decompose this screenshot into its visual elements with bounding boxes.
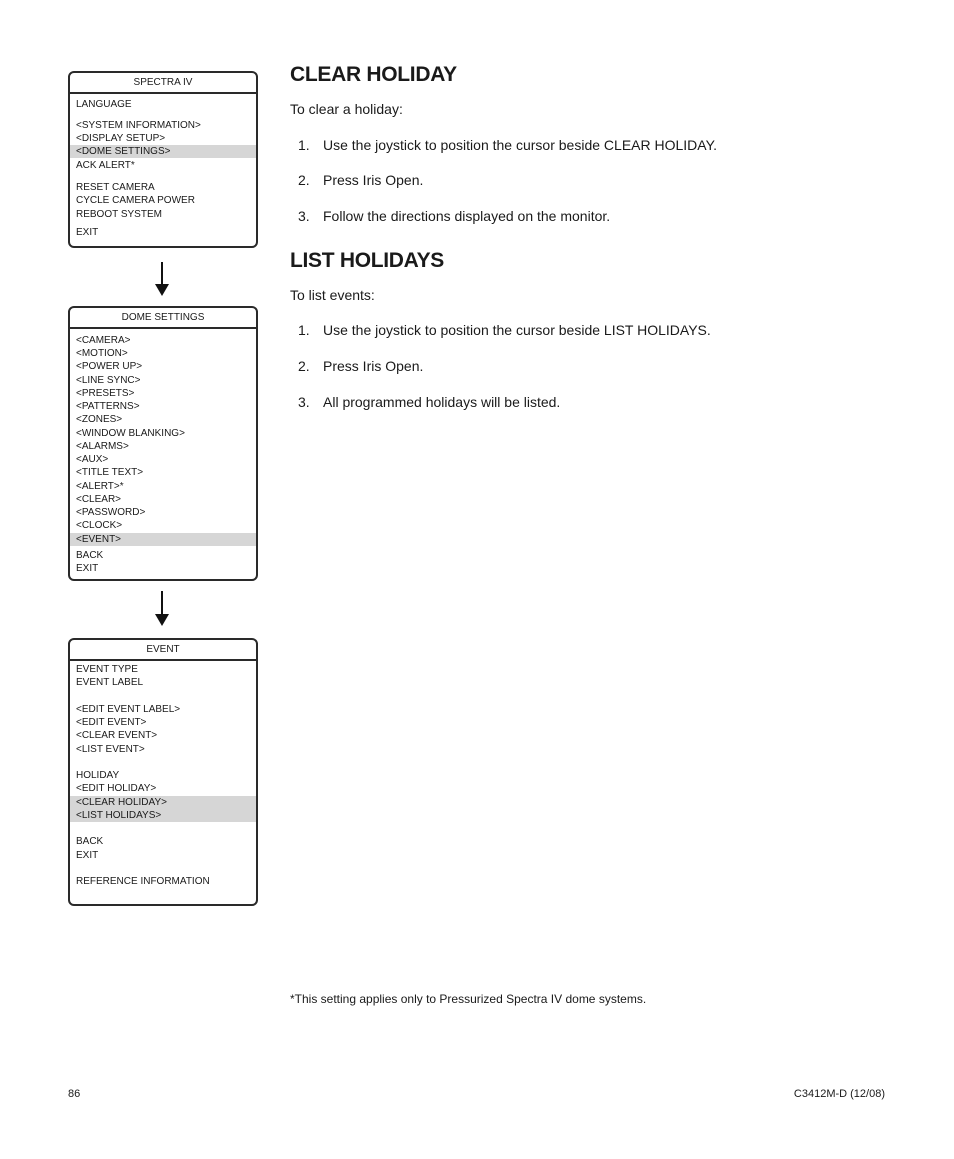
down-arrow-icon — [155, 262, 169, 296]
page-number: 86 — [68, 1088, 81, 1100]
event-menu — [68, 638, 258, 906]
menu-item-event-type: EVENT TYPE — [76, 664, 138, 675]
menu-item-clock: <CLOCK> — [76, 520, 123, 531]
menu-item-power-up: <POWER UP> — [76, 361, 143, 372]
menu-item-back: BACK — [76, 550, 104, 561]
section-heading-list-holidays: LIST HOLIDAYS — [290, 249, 445, 272]
menu-item-list-event: <LIST EVENT> — [76, 744, 145, 755]
step-item — [298, 357, 423, 375]
menu-item-language: LANGUAGE — [76, 99, 132, 110]
menu-item-camera: <CAMERA> — [76, 335, 131, 346]
menu-item-exit: EXIT — [76, 227, 99, 238]
menu-item-back: BACK — [76, 836, 104, 847]
menu-item-line-sync: <LINE SYNC> — [76, 375, 141, 386]
menu-item-holiday: HOLIDAY — [76, 770, 120, 781]
menu-item-password: <PASSWORD> — [76, 507, 146, 518]
step-text: Use the joystick to position the cursor beside LIST HOLIDAYS. — [323, 322, 711, 338]
menu-item-clear: <CLEAR> — [76, 494, 122, 505]
menu-item-edit-event: <EDIT EVENT> — [76, 717, 147, 728]
step-number: 1. — [298, 137, 310, 153]
spectra-menu — [68, 71, 258, 248]
menu-item-reboot-system: REBOOT SYSTEM — [76, 209, 162, 220]
menu-item-edit-event-label: <EDIT EVENT LABEL> — [76, 704, 181, 715]
menu-item-window-blanking: <WINDOW BLANKING> — [76, 428, 185, 439]
menu-item-system-information: <SYSTEM INFORMATION> — [76, 120, 201, 131]
menu-item-event-label: EVENT LABEL — [76, 677, 144, 688]
menu-item-ack-alert: ACK ALERT* — [76, 160, 135, 171]
event-menu-title: EVENT — [70, 640, 256, 661]
step-number: 2. — [298, 358, 310, 374]
menu-item-cycle-camera-power: CYCLE CAMERA POWER — [76, 195, 195, 206]
section-heading-clear-holiday: CLEAR HOLIDAY — [290, 63, 457, 86]
menu-item-exit: EXIT — [76, 563, 99, 574]
menu-item-clear-event: <CLEAR EVENT> — [76, 730, 158, 741]
menu-item-title-text: <TITLE TEXT> — [76, 467, 144, 478]
step-item — [298, 136, 717, 154]
menu-item-presets: <PRESETS> — [76, 388, 135, 399]
menu-item-alarms: <ALARMS> — [76, 441, 129, 452]
dome-settings-menu-title: DOME SETTINGS — [70, 308, 256, 329]
step-text: Press Iris Open. — [323, 172, 424, 188]
menu-item-patterns: <PATTERNS> — [76, 401, 140, 412]
menu-item-exit: EXIT — [76, 850, 99, 861]
step-item — [298, 321, 711, 339]
section-intro-list-holidays: To list events: — [290, 287, 375, 303]
menu-item-aux: <AUX> — [76, 454, 109, 465]
step-item — [298, 393, 560, 411]
menu-item-list-holidays: <LIST HOLIDAYS> — [70, 809, 256, 822]
menu-item-reference-information: REFERENCE INFORMATION — [76, 876, 210, 887]
step-number: 3. — [298, 208, 310, 224]
step-number: 1. — [298, 322, 310, 338]
menu-item-edit-holiday: <EDIT HOLIDAY> — [76, 783, 157, 794]
step-item — [298, 171, 423, 189]
dome-settings-menu — [68, 306, 258, 581]
menu-item-motion: <MOTION> — [76, 348, 128, 359]
menu-item-event: <EVENT> — [70, 533, 256, 546]
section-intro-clear-holiday: To clear a holiday: — [290, 101, 403, 117]
step-text: Follow the directions displayed on the monitor. — [323, 208, 611, 224]
menu-item-reset-camera: RESET CAMERA — [76, 182, 155, 193]
step-text: Use the joystick to position the cursor beside CLEAR HOLIDAY. — [323, 137, 717, 153]
menu-item-zones: <ZONES> — [76, 414, 123, 425]
menu-item-alert: <ALERT>* — [76, 481, 124, 492]
step-text: Press Iris Open. — [323, 358, 424, 374]
step-number: 3. — [298, 394, 310, 410]
step-item — [298, 207, 610, 225]
spectra-menu-title: SPECTRA IV — [70, 73, 256, 94]
menu-item-dome-settings: <DOME SETTINGS> — [70, 145, 256, 158]
menu-item-clear-holiday: <CLEAR HOLIDAY> — [70, 796, 256, 809]
footnote: *This setting applies only to Pressurized Spectra IV dome systems. — [290, 992, 647, 1006]
document-id: C3412M-D (12/08) — [793, 1088, 885, 1100]
step-number: 2. — [298, 172, 310, 188]
menu-item-display-setup: <DISPLAY SETUP> — [76, 133, 166, 144]
step-text: All programmed holidays will be listed. — [323, 394, 561, 410]
down-arrow-icon — [155, 591, 169, 627]
